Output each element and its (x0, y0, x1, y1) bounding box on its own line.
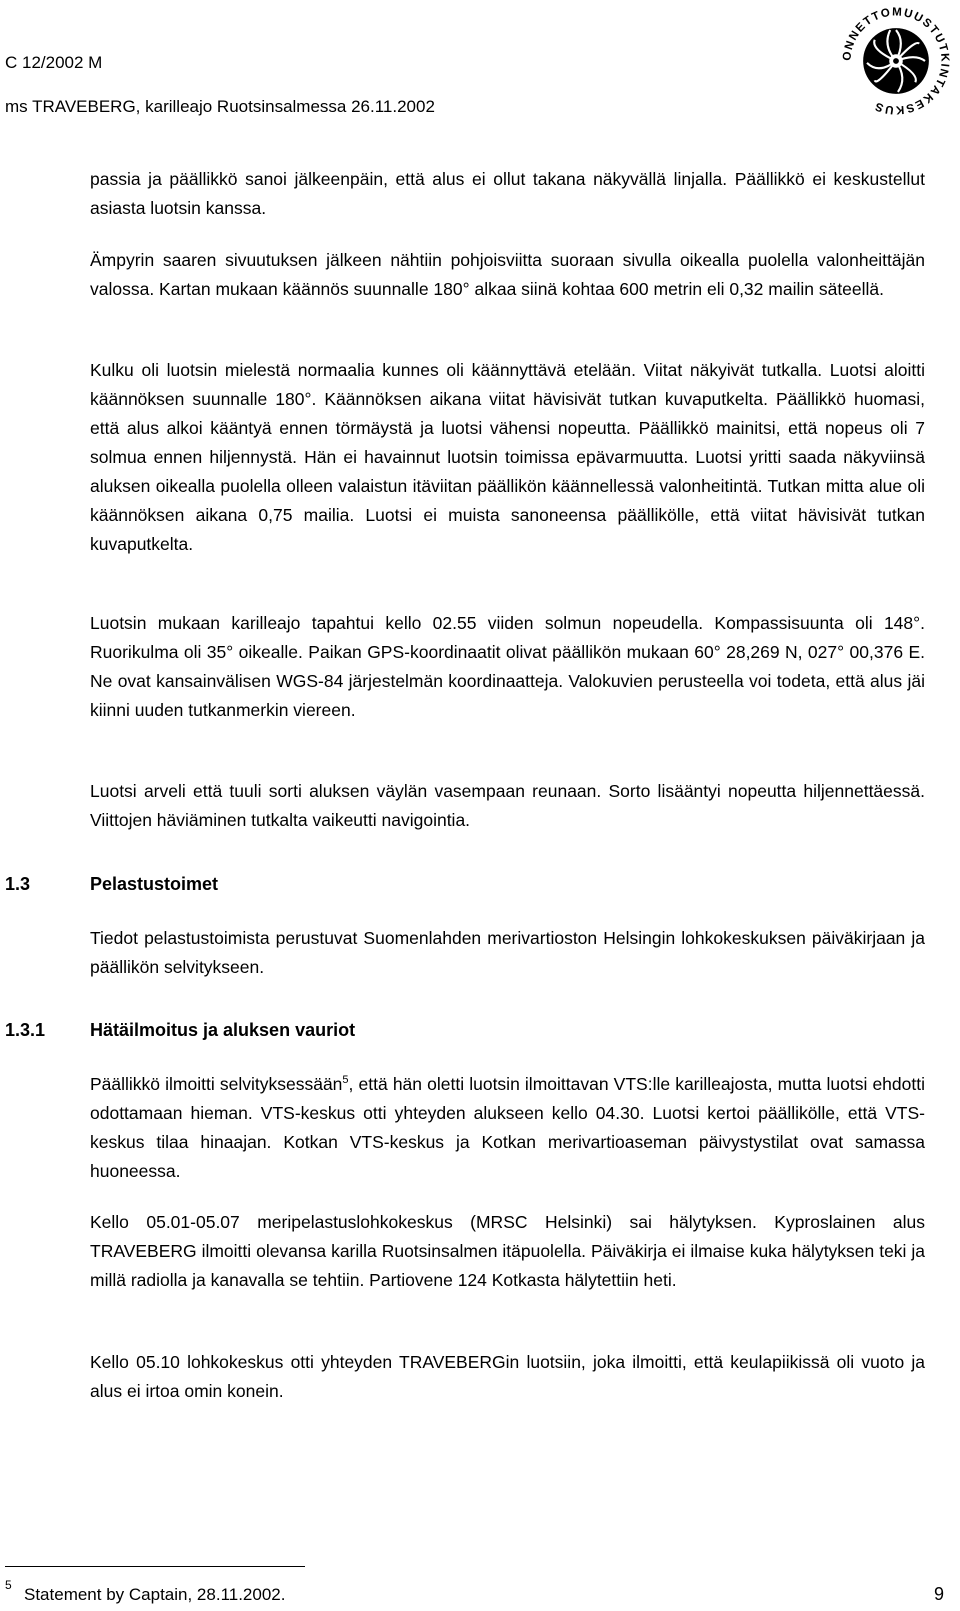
paragraph-rescue-sources: Tiedot pelastustoimista perustuvat Suomenlahden merivartioston Helsingin lohkokeskuksen päiväkirjaan ja päällikön selvitykseen. (90, 928, 925, 977)
footnote-text: Statement by Captain, 28.11.2002. (24, 1585, 286, 1604)
footnote-reference[interactable]: 5 (342, 1074, 349, 1087)
paragraph-wind-drift: Luotsi arveli että tuuli sorti aluksen väylän vasempaan reunaan. Sorto lisääntyi nopeutta hiljennettäessä. Viittojen häviäminen tutkalta vaikeutti navigointia. (90, 781, 925, 830)
footnote-number: 5 (5, 1578, 12, 1592)
paragraph-pilot-bridge: passia ja päällikkö sanoi jälkeenpäin, että alus ei ollut takana näkyvällä linjalla. Päällikkö ei keskustellut asiasta luotsin kanssa. (90, 169, 925, 218)
paragraph-turn-description: Kulku oli luotsin mielestä normaalia kunnes oli käännyttävä etelään. Viitat näkyivät tutkalla. Luotsi aloitti käännöksen suunnalle 180°. Käännöksen aikana viitat hävisivät tutkan kuvaputkelta. Päällikkö huomasi, että alus alkoi kääntyä ennen törmäystä ja luotsi vähensi nopeutta. Päällikkö mainitsi, että nopeus oli 7 solmua ennen hiljennystä. Hän ei havainnut luotsin toimissa epävarmuutta. Luotsi yritti saada näkyviinsä aluksen oikealla puolella olleen valaistun itäviitan päällikön käännellessä valonheitintä. Tutkan mitta alue oli käännöksen aikana 0,75 mailia. Luotsi ei muista sanoneensa päällikölle, että viitat hävisivät tutkan kuvaputkelta. (90, 360, 925, 554)
section-title-pelastustoimet: Pelastustoimet (90, 874, 219, 894)
header-report-code: C 12/2002 M (5, 53, 103, 72)
footnote-divider (5, 1566, 305, 1567)
paragraph-leak-report: Kello 05.10 lohkokeskus otti yhteyden TRAVEBERGin luotsiin, joka ilmoitti, että keulapiikissä oli vuoto ja alus ei irtoa omin konein. (90, 1352, 925, 1401)
section-number-1-3: 1.3 (5, 874, 31, 894)
paragraph-mrsc-alert: Kello 05.01-05.07 meripelastuslohkokeskus (MRSC Helsinki) sai hälytyksen. Kyproslainen alus TRAVEBERG ilmoitti olevansa karilla Ruotsinsalmen itäpuolella. Päiväkirja ei ilmaise kuka hälytyksen teki ja millä radiolla ja kanavalla se tehtiin. Partiovene 124 Kotkasta hälytettiin heti. (90, 1212, 925, 1290)
section-number-1-3-1: 1.3.1 (5, 1020, 46, 1040)
paragraph-captain-statement: Päällikkö ilmoitti selvityksessään$^5$, että hän oletti luotsin ilmoittavan VTS:lle karilleajosta, mutta luotsi ehdotti odottamaan hieman. VTS-keskus otti yhteyden alukseen kello 04.30. Luotsi kertoi päällikölle, että VTS-keskus tilaa hinaajan. Kotkan VTS-keskus ja Kotkan merivartioaseman päivystystilat ovat samassa huoneessa. (90, 1074, 925, 1181)
paragraph-ampyri-passage: Ämpyrin saaren sivuutuksen jälkeen nähtiin pohjoisviitta suoraan sivulla oikealla puolella valonheittäjän valossa. Kartan mukaan käännös suunnalle 180° alkaa siinä kohtaa 600 metrin eli 0,32 mailin säteellä. (90, 250, 925, 299)
section-title-alarm-damage: Hätäilmoitus ja aluksen vauriot (90, 1020, 356, 1040)
page-number: 9 (933, 1584, 944, 1604)
accident-investigation-board-logo (838, 3, 954, 119)
header-report-title: ms TRAVEBERG, karilleajo Ruotsinsalmessa 26.11.2002 (5, 97, 435, 116)
logo-text: ONNETTOMUUSTUTKINTAKESKUS (840, 5, 952, 117)
paragraph-grounding-details: Luotsin mukaan karilleajo tapahtui kello 02.55 viiden solmun nopeudella. Kompassisuunta oli 148°. Ruorikulma oli 35° oikealle. Paikan GPS-koordinaatit olivat päällikön mukaan 60° 28,269 N, 027° 00,376 E. Ne ovat kansainvälisen WGS-84 järjestelmän koordinaatteja. Valokuvien perusteella voi todeta, että alus jäi kiinni uuden tutkanmerkin viereen. (90, 613, 925, 720)
